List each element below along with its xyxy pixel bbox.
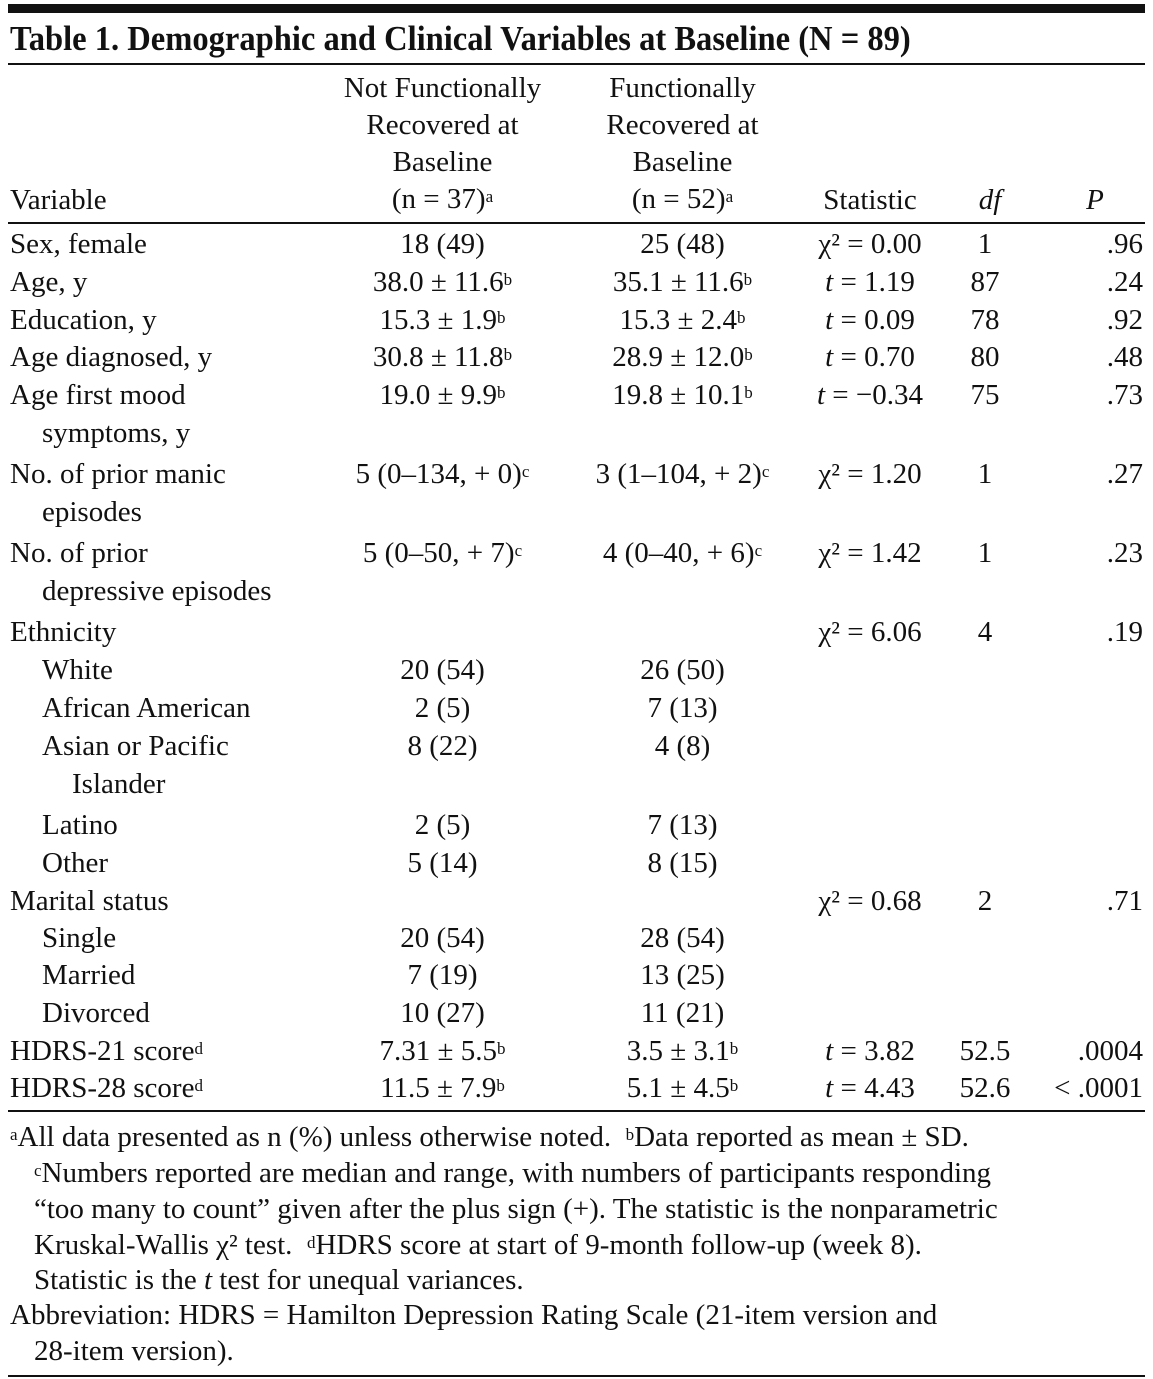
row-group2-sup: b [744,383,753,402]
footnote-t-italic: t [203,1264,213,1296]
row-group2 [550,728,815,765]
row-variable-label: Marital status [10,885,169,917]
header-group2-line: Functionally [609,72,756,104]
abbreviation-line: Abbreviation: HDRS = Hamilton Depression Rating Scale (21-item version and [10,1299,938,1331]
footnote-line [34,1263,524,1298]
row-variable [42,728,229,765]
row-group1 [310,456,575,493]
row-p [1040,883,1143,920]
row-variable-label: Married [42,959,136,991]
row-df-value: 80 [970,341,1000,373]
row-df [940,614,1030,651]
row-variable-label-cont: episodes [42,496,142,528]
row-group1 [310,264,575,301]
row-df-value: 75 [970,379,1000,411]
row-group1 [310,535,575,572]
row-group2-value: 13 (25) [640,959,725,991]
footnote-a: All data presented as n (%) unless otherwise noted. [17,1121,612,1153]
row-df [940,1070,1030,1107]
row-variable-label: HDRS-28 score [10,1072,195,1104]
row-variable [10,1070,203,1107]
footnote-line [34,1228,922,1263]
header-group1-sup: a [485,187,494,206]
row-df-value: 1 [977,458,993,490]
row-p-value: .71 [1106,885,1143,917]
row-variable-label: Other [42,847,109,879]
row-variable [10,339,212,376]
row-variable [10,1033,203,1070]
row-p [1040,1033,1143,1070]
footnote-c-end: Kruskal-Wallis χ² test. [34,1229,293,1261]
row-group2-value: 25 (48) [640,228,725,260]
footnote-b-mark: b [625,1125,635,1144]
row-statistic-value: χ² = 1.42 [818,537,922,569]
row-statistic-value: t = 1.19 [825,266,915,298]
row-group2-value: 26 (50) [640,654,725,686]
title-rule [8,63,1145,65]
row-df-value: 1 [977,537,993,569]
row-group1 [310,995,575,1032]
row-variable-label: Education, y [10,304,157,336]
header-group1-n: (n = 37) [391,183,486,215]
row-df-value: 2 [977,885,993,917]
row-group2-value: 28.9 ± 12.0 [612,341,745,373]
row-statistic [795,377,945,414]
header-group2-line [555,181,810,218]
row-group1 [310,226,575,263]
row-df [940,302,1030,339]
row-group2 [550,690,815,727]
top-thick-rule [8,4,1145,13]
row-group2-value: 7 (13) [647,809,718,841]
row-variable-label: Divorced [42,997,150,1029]
row-statistic [795,614,945,651]
row-statistic [795,1033,945,1070]
row-df [940,883,1030,920]
row-group1-value: 5 (0–50, + 7) [362,537,515,569]
row-group2 [550,339,815,376]
row-df [940,456,1030,493]
row-group2-sup: b [744,345,753,364]
row-p-value: .19 [1106,616,1143,648]
row-group1 [310,807,575,844]
table-title: Table 1. Demographic and Clinical Variables at Baseline (N = 89) [10,19,911,58]
row-variable [10,377,186,414]
row-group2 [550,807,815,844]
row-group1-value: 7.31 ± 5.5 [379,1035,497,1067]
row-group1 [310,652,575,689]
header-group1-line: Not Functionally [343,72,542,104]
row-group2-value: 28 (54) [640,922,725,954]
row-group1-sup: b [496,1039,506,1058]
row-statistic [795,883,945,920]
row-p-value: .27 [1106,458,1143,490]
row-statistic-value: t = 3.82 [825,1035,915,1067]
row-group1 [310,302,575,339]
header-group1-line [310,181,575,218]
header-statistic: Statistic [823,184,917,216]
row-df [940,264,1030,301]
row-group1-value: 20 (54) [400,654,485,686]
table-bottom-rule [8,1110,1145,1112]
row-variable [42,652,113,689]
row-p-value: .48 [1106,341,1143,373]
row-group1 [310,690,575,727]
header-group1-line: Recovered at [366,109,519,141]
row-group1-value: 2 (5) [414,692,471,724]
header-variable: Variable [10,184,107,216]
row-group2 [550,535,815,572]
row-statistic-value: χ² = 0.00 [818,228,922,260]
row-variable [42,807,118,844]
row-group1-value: 2 (5) [414,809,471,841]
header-group2-n: (n = 52) [631,183,726,215]
header-group2 [555,70,810,218]
row-p-value: .24 [1106,266,1143,298]
row-group2-sup: c [754,541,763,560]
row-variable [10,226,147,263]
row-group1-value: 5 (14) [407,847,478,879]
header-group2-line: Baseline [632,146,733,178]
row-df [940,226,1030,263]
row-variable [42,845,108,882]
row-group1-sup: b [496,383,506,402]
footnote-line [34,1156,991,1191]
row-group1-value: 38.0 ± 11.6 [372,266,504,298]
row-group1-sup: b [503,270,513,289]
row-group2-sup: b [736,308,746,327]
row-p-value: .92 [1106,304,1143,336]
row-group2-value: 3 (1–104, + 2) [595,458,762,490]
row-p [1040,264,1143,301]
row-variable-label: Age diagnosed, y [10,341,213,373]
row-statistic-value: t = 0.70 [825,341,915,373]
row-p [1040,377,1143,414]
row-p-value: .23 [1106,537,1143,569]
footnote-d-end: test for unequal variances. [219,1264,524,1296]
row-df-value: 87 [970,266,1000,298]
row-df-value: 1 [977,228,993,260]
footnote-line: “too many to count” given after the plus sign (+). The statistic is the nonparametric [34,1193,998,1225]
row-group1-value: 11.5 ± 7.9 [380,1072,497,1104]
row-statistic-value: χ² = 6.06 [818,616,922,648]
row-statistic [795,264,945,301]
row-group2-value: 7 (13) [647,692,718,724]
row-group2 [550,1070,815,1107]
row-variable-label: No. of prior manic [10,458,226,490]
footnote-d-mark: d [306,1233,316,1252]
footnote-c-mark: c [34,1161,42,1180]
row-statistic [795,339,945,376]
row-statistic [795,1070,945,1107]
row-variable [42,690,251,727]
row-group2-value: 11 (21) [640,997,725,1029]
row-group2-value: 4 (8) [654,730,711,762]
footnote-b: Data reported as mean ± SD. [634,1121,969,1153]
row-group2 [550,377,815,414]
row-statistic-value: χ² = 0.68 [818,885,922,917]
row-variable-label: Sex, female [10,228,147,260]
row-p [1040,535,1143,572]
footnote-d-cont: Statistic is the [34,1264,197,1296]
row-variable-cont [42,573,272,610]
row-group1 [310,957,575,994]
row-variable [10,883,169,920]
row-group1 [310,1033,575,1070]
row-p-value: .73 [1106,379,1143,411]
row-df-value: 78 [970,304,1000,336]
row-group1-value: 20 (54) [400,922,485,954]
row-p-value: .96 [1106,228,1143,260]
row-group1-value: 15.3 ± 1.9 [379,304,497,336]
row-df [940,1033,1030,1070]
row-variable-label: Ethnicity [10,616,117,648]
row-variable-label: Asian or Pacific [42,730,229,762]
row-group2 [550,652,815,689]
row-variable [10,535,148,572]
row-group1-value: 8 (22) [407,730,478,762]
footnote-d: HDRS score at start of 9-month follow-up (week 8). [315,1229,922,1261]
footnote-a-mark: a [10,1125,18,1144]
header-df: df [978,184,1002,216]
row-variable [42,920,116,957]
row-variable-cont [42,415,190,452]
row-group2 [550,845,815,882]
footer-rule [8,1375,1145,1377]
row-variable-cont [42,494,142,531]
row-variable [10,264,87,301]
row-p [1040,339,1143,376]
header-group1 [310,70,575,218]
row-statistic-value: t = 0.09 [825,304,915,336]
row-group1 [310,728,575,765]
row-group2-value: 8 (15) [647,847,718,879]
row-df [940,377,1030,414]
row-variable-label: HDRS-21 score [10,1035,195,1067]
row-group2 [550,302,815,339]
footnote-c: Numbers reported are median and range, with numbers of participants responding [41,1157,991,1189]
row-group1-sup: c [521,462,530,481]
header-group2-sup: a [725,187,734,206]
row-variable-sup: d [194,1076,203,1095]
row-df [940,339,1030,376]
row-variable-label-cont: symptoms, y [42,417,191,449]
row-variable-label: African American [42,692,251,724]
row-variable [42,957,135,994]
row-group1 [310,377,575,414]
row-group2-sup: b [729,1076,739,1095]
row-group2-value: 5.1 ± 4.5 [626,1072,730,1104]
abbreviation-line: 28-item version). [34,1335,234,1367]
row-p [1040,1070,1143,1107]
row-variable-label: White [42,654,113,686]
row-variable-cont [72,766,165,803]
row-p [1040,614,1143,651]
row-statistic [795,456,945,493]
row-df-value: 52.6 [959,1072,1011,1104]
row-group2-sup: b [743,270,753,289]
row-group1-sup: c [514,541,523,560]
row-statistic-value: t = 4.43 [825,1072,915,1104]
row-p-value: .0004 [1077,1035,1143,1067]
row-p [1040,302,1143,339]
row-statistic-value: χ² = 1.20 [818,458,922,490]
row-group2 [550,264,815,301]
row-group2 [550,995,815,1032]
row-statistic-value: t = −0.34 [816,379,924,411]
row-group2 [550,1033,815,1070]
row-variable-label: Single [42,922,117,954]
row-group1-sup: b [496,308,506,327]
row-group1-value: 10 (27) [400,997,485,1029]
row-group1-value: 30.8 ± 11.8 [372,341,504,373]
row-variable [10,614,116,651]
row-variable-label: Latino [42,809,118,841]
row-group2 [550,456,815,493]
row-p [1040,456,1143,493]
footnote-line [10,1120,969,1155]
row-group1-value: 7 (19) [407,959,478,991]
row-p-value: < .0001 [1054,1072,1143,1104]
row-group2-value: 4 (0–40, + 6) [602,537,755,569]
row-group2 [550,226,815,263]
row-group2-value: 35.1 ± 11.6 [612,266,744,298]
header-group2-line: Recovered at [606,109,759,141]
row-statistic [795,226,945,263]
row-variable-label: Age, y [10,266,88,298]
row-variable-label-cont: depressive episodes [42,575,272,607]
row-variable [10,302,157,339]
row-group1-value: 18 (49) [400,228,485,260]
row-group2 [550,957,815,994]
row-group1 [310,920,575,957]
row-df-value: 52.5 [959,1035,1011,1067]
row-variable-label: No. of prior [10,537,148,569]
row-variable-label-cont: Islander [72,768,166,800]
row-df-value: 4 [977,616,993,648]
row-variable-sup: d [194,1039,203,1058]
row-group2-value: 3.5 ± 3.1 [626,1035,730,1067]
row-df [940,535,1030,572]
row-group1-value: 5 (0–134, + 0) [355,458,522,490]
row-statistic [795,535,945,572]
row-group2-sup: b [729,1039,739,1058]
row-variable [10,456,226,493]
row-statistic [795,302,945,339]
header-p: P [1086,184,1104,216]
header-rule [8,222,1145,224]
row-p [1040,226,1143,263]
row-group2-sup: c [761,462,770,481]
row-variable-label: Age first mood [10,379,186,411]
row-variable [42,995,150,1032]
row-group1-sup: b [503,345,513,364]
header-group1-line: Baseline [392,146,493,178]
row-group2-value: 15.3 ± 2.4 [619,304,737,336]
row-group2-value: 19.8 ± 10.1 [612,379,745,411]
row-group1 [310,339,575,376]
row-group1 [310,1070,575,1107]
row-group2 [550,920,815,957]
row-group1-value: 19.0 ± 9.9 [379,379,497,411]
row-group1-sup: b [496,1076,505,1095]
row-group1 [310,845,575,882]
